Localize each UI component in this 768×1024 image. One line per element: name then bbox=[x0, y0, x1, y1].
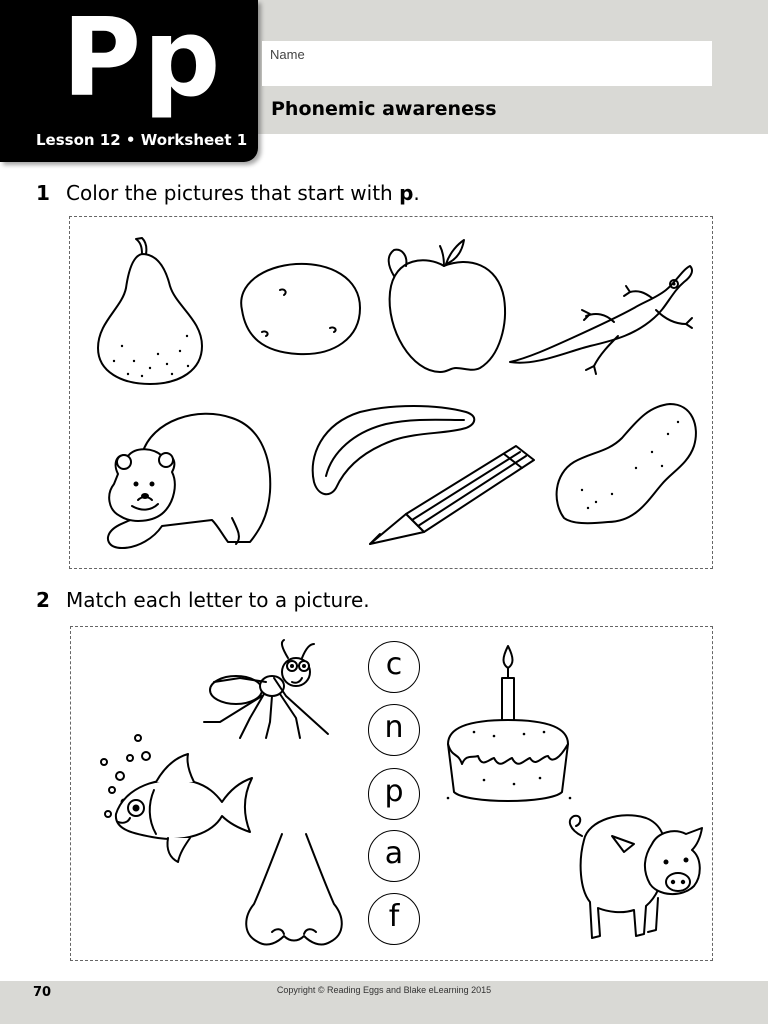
letter-c: c bbox=[385, 647, 403, 682]
letter-circle-p[interactable] bbox=[368, 768, 420, 820]
bear-icon[interactable] bbox=[102, 402, 274, 554]
pig-icon[interactable] bbox=[562, 806, 706, 948]
name-field[interactable] bbox=[262, 41, 712, 86]
letter-circle-c[interactable] bbox=[368, 641, 420, 693]
question-1-letter: p bbox=[399, 181, 414, 205]
letter-a: a bbox=[384, 836, 404, 871]
question-1-text-end: . bbox=[413, 181, 420, 205]
page-number: 70 bbox=[33, 985, 52, 1000]
lesson-label: Lesson 12 • Worksheet 1 bbox=[36, 131, 248, 149]
pencil-icon[interactable] bbox=[366, 442, 538, 546]
letter-tab bbox=[0, 0, 258, 162]
question-2-text: Match each letter to a picture. bbox=[66, 588, 370, 612]
big-letter: Pp bbox=[62, 0, 223, 121]
letter-circle-a[interactable] bbox=[368, 830, 420, 882]
letter-circle-f[interactable] bbox=[368, 893, 420, 945]
cake-icon[interactable] bbox=[444, 640, 572, 810]
question-1-text bbox=[66, 181, 420, 205]
name-label: Name bbox=[270, 47, 305, 62]
question-1-number: 1 bbox=[36, 181, 50, 205]
pear-icon[interactable] bbox=[92, 236, 207, 386]
apple-icon[interactable] bbox=[380, 236, 508, 376]
question-1-text-start: Color the pictures that start with bbox=[66, 181, 400, 205]
question-2-number: 2 bbox=[36, 588, 50, 612]
ant-icon[interactable] bbox=[200, 638, 338, 742]
nose-icon[interactable] bbox=[242, 830, 346, 948]
potato-icon[interactable] bbox=[234, 260, 362, 358]
letter-f: f bbox=[388, 899, 400, 934]
fish-icon[interactable] bbox=[98, 728, 258, 868]
copyright-text: Copyright © Reading Eggs and Blake eLearning 2015 bbox=[276, 985, 492, 995]
subject-title: Phonemic awareness bbox=[271, 98, 497, 120]
letter-p: p bbox=[384, 774, 404, 809]
lizard-icon[interactable] bbox=[506, 262, 696, 386]
letter-n: n bbox=[384, 710, 404, 745]
peanut-icon[interactable] bbox=[552, 402, 698, 524]
letter-circle-n[interactable] bbox=[368, 704, 420, 756]
